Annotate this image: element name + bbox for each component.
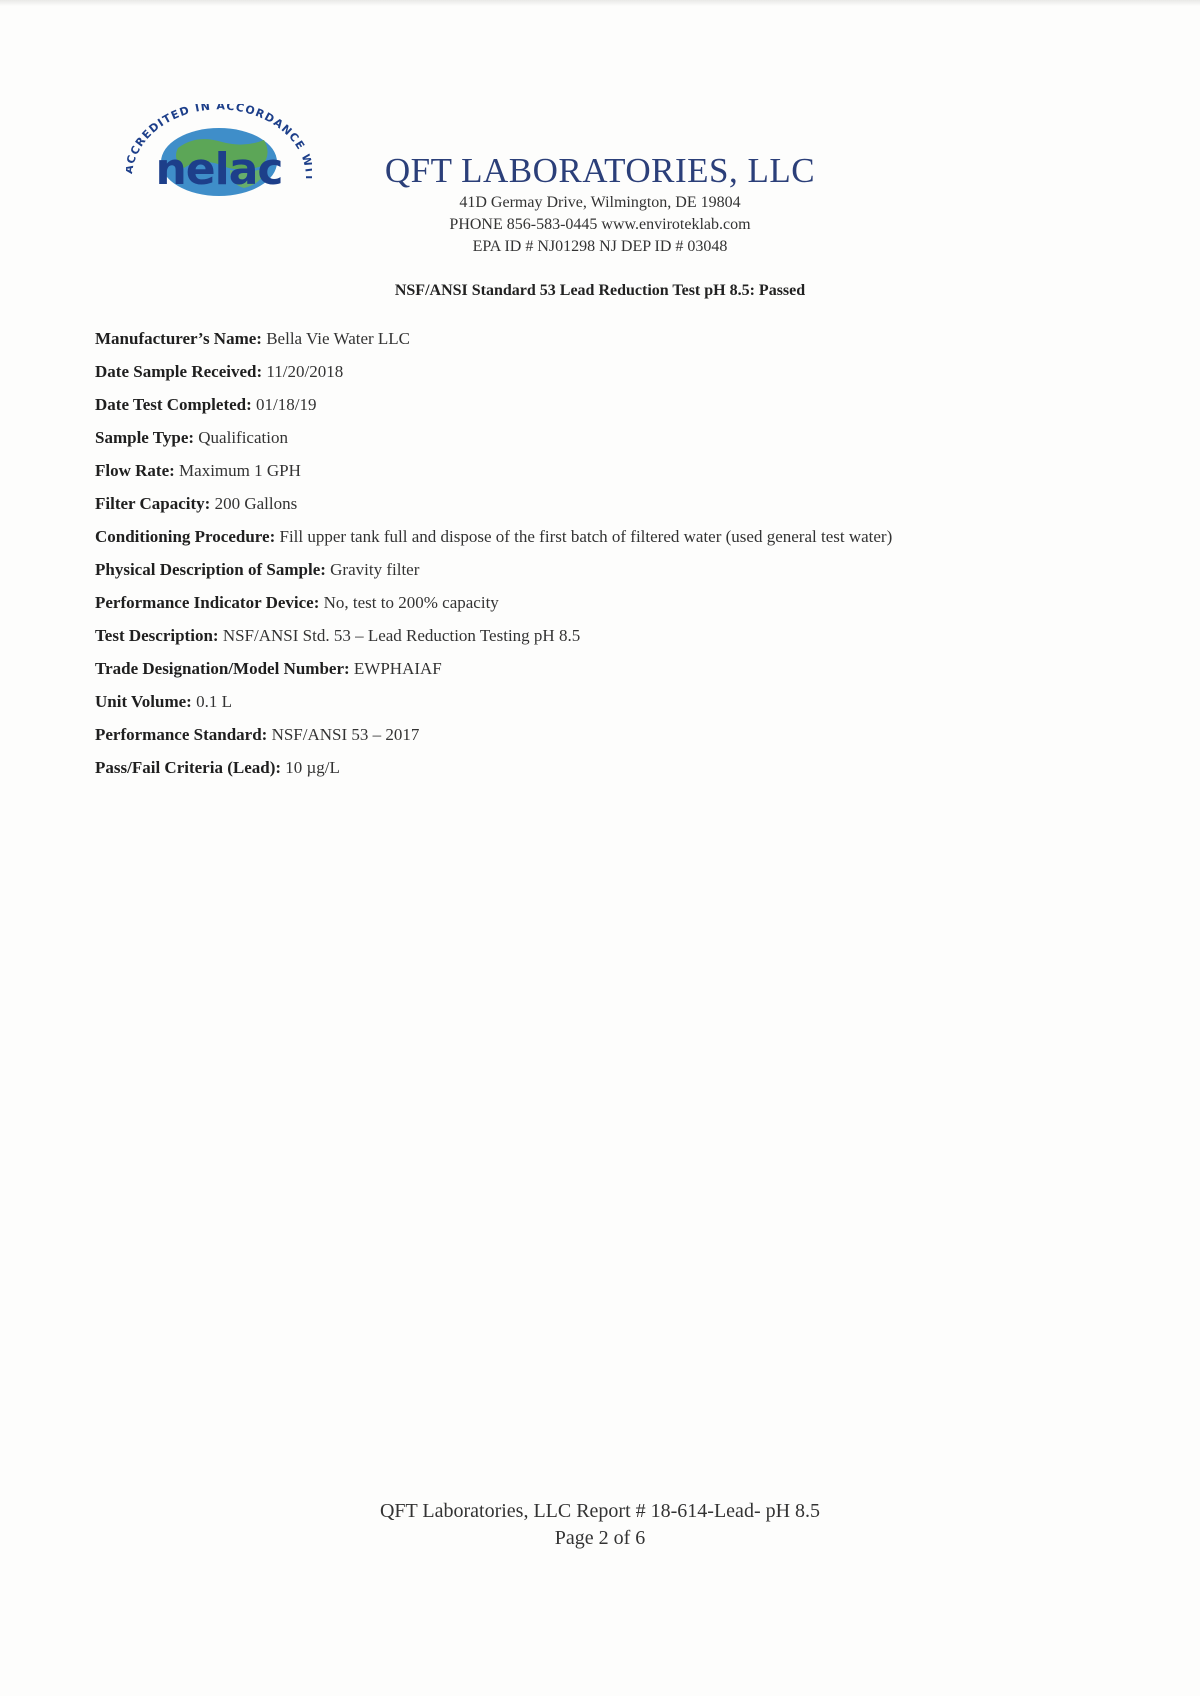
field-unit-volume: [95, 691, 1155, 724]
field-value: No, test to 200% capacity: [323, 593, 499, 612]
field-value: Maximum 1 GPH: [179, 461, 301, 480]
field-value: Gravity filter: [330, 560, 420, 579]
nelac-logo: [126, 104, 312, 200]
field-flow-rate: [95, 460, 1155, 493]
field-performance-indicator-device: [95, 592, 1155, 625]
logo-wordmark: nelac: [155, 144, 283, 195]
field-value: 200 Gallons: [214, 494, 298, 513]
field-value: NSF/ANSI Std. 53 – Lead Reduction Testing pH 8.5: [222, 626, 581, 645]
field-value: 0.1 L: [196, 692, 232, 711]
field-trade-designation: [95, 658, 1155, 691]
nelac-seal-graphic: [126, 104, 312, 200]
sample-details-list: [95, 328, 1155, 790]
field-label: Performance Indicator Device:: [95, 593, 320, 612]
field-value: Bella Vie Water LLC: [266, 329, 411, 348]
field-filter-capacity: [95, 493, 1155, 526]
field-performance-standard: [95, 724, 1155, 757]
field-pass-fail-criteria: [95, 757, 1155, 790]
field-sample-type: [95, 427, 1155, 460]
field-label: Flow Rate:: [95, 461, 175, 480]
logo-ring-text: CREDITED IN ACCORDANCE: [127, 104, 308, 157]
field-conditioning-procedure: [95, 526, 1155, 559]
company-contact: PHONE 856-583-0445 www.enviroteklab.com: [449, 216, 751, 233]
field-label: Pass/Fail Criteria (Lead):: [95, 758, 282, 777]
field-label: Performance Standard:: [95, 725, 268, 744]
report-title: NSF/ANSI Standard 53 Lead Reduction Test pH 8.5: Passed: [394, 282, 806, 299]
field-date-sample-received: [95, 361, 1155, 394]
field-physical-description: [95, 559, 1155, 592]
company-ids: EPA ID # NJ01298 NJ DEP ID # 03048: [472, 238, 728, 255]
field-label: Filter Capacity:: [95, 494, 211, 513]
field-label: Test Description:: [95, 626, 219, 645]
field-value: 10 µg/L: [285, 758, 340, 777]
field-label: Physical Description of Sample:: [95, 560, 326, 579]
field-label: Conditioning Procedure:: [95, 527, 276, 546]
field-label: Trade Designation/Model Number:: [95, 659, 350, 678]
company-name: QFT LABORATORIES, LLC: [384, 151, 816, 190]
letterhead: [330, 150, 870, 258]
field-value: Qualification: [198, 428, 288, 447]
field-manufacturer-name: [95, 328, 1155, 361]
field-value: EWPHAIAF: [353, 659, 442, 678]
company-address: 41D Germay Drive, Wilmington, DE 19804: [459, 194, 741, 211]
field-label: Sample Type:: [95, 428, 195, 447]
field-value: Fill upper tank full and dispose of the first batch of filtered water (used general test water): [279, 527, 893, 546]
field-label: Date Test Completed:: [95, 395, 252, 414]
field-test-description: [95, 625, 1155, 658]
field-label: Manufacturer’s Name:: [95, 329, 262, 348]
footer-report-number: QFT Laboratories, LLC Report # 18-614-Lead- pH 8.5: [379, 1500, 821, 1522]
field-value: 11/20/2018: [266, 362, 344, 381]
footer-page-number: Page 2 of 6: [554, 1527, 646, 1549]
field-label: Unit Volume:: [95, 692, 192, 711]
field-date-test-completed: [95, 394, 1155, 427]
field-value: NSF/ANSI 53 – 2017: [271, 725, 420, 744]
field-value: 01/18/19: [256, 395, 317, 414]
field-label: Date Sample Received:: [95, 362, 263, 381]
page-footer: [0, 1498, 1200, 1552]
page-top-edge: [0, 0, 1200, 6]
